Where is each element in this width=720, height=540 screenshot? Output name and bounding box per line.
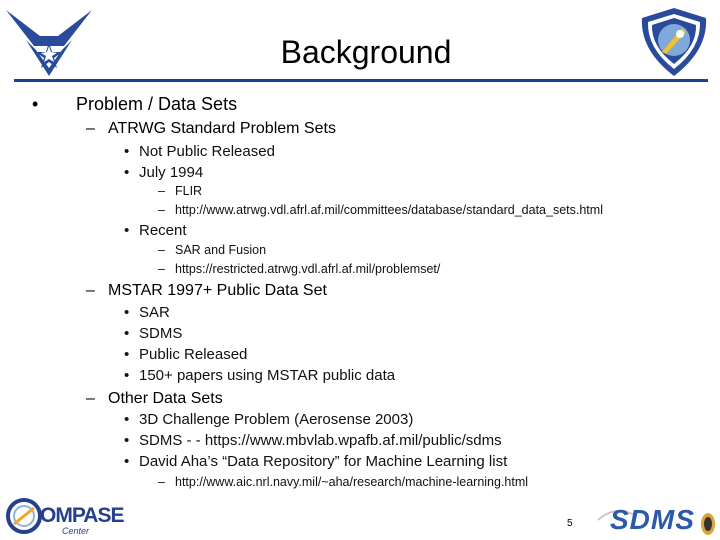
- mstar-heading: [86, 282, 327, 300]
- atrwg-heading: [86, 120, 336, 138]
- title-rule: [14, 79, 708, 82]
- mstar-item: [124, 304, 170, 321]
- july-sub-item: [158, 184, 203, 198]
- slide-title: Background: [280, 34, 452, 70]
- item-text: July 1994: [139, 164, 204, 181]
- item-text: SAR: [139, 304, 170, 321]
- dash-icon: –: [86, 390, 95, 407]
- other-sub-item[interactable]: [158, 475, 529, 489]
- recent-sub-item[interactable]: [158, 262, 441, 276]
- sdms-logo: [596, 500, 718, 538]
- bullet-dot-icon: •: [124, 367, 130, 384]
- item-text: SDMS: [139, 325, 183, 342]
- bullet-dot-icon: •: [124, 143, 130, 160]
- bullet-dot-icon: •: [124, 411, 130, 428]
- mstar-item: [124, 367, 396, 384]
- atrwg-link[interactable]: http://www.atrwg.vdl.afrl.af.mil/committees/database/standard_data_sets.html: [175, 203, 603, 217]
- bullet-dot-icon: •: [32, 94, 39, 114]
- compase-logo: [4, 494, 124, 538]
- compase-wordmark: OMPASE: [40, 504, 124, 527]
- sub-text: SAR and Fusion: [175, 243, 267, 257]
- atrwg-item: [124, 143, 275, 160]
- bullet-dot-icon: •: [124, 325, 130, 342]
- item-text: Public Released: [139, 346, 248, 363]
- heading-text: MSTAR 1997+ Public Data Set: [108, 282, 327, 299]
- other-item: [124, 453, 508, 470]
- other-item: [124, 411, 414, 428]
- other-item[interactable]: [124, 432, 502, 449]
- dash-icon: –: [86, 282, 95, 299]
- item-text: David Aha’s “Data Repository” for Machine Learning list: [139, 453, 508, 470]
- bullet-dot-icon: •: [124, 304, 130, 321]
- mstar-item: [124, 346, 248, 363]
- aha-link[interactable]: http://www.aic.nrl.navy.mil/~aha/research/machine-learning.html: [175, 475, 529, 489]
- item-text: Not Public Released: [139, 143, 275, 160]
- bullet-text: Problem / Data Sets: [76, 94, 238, 114]
- bullet-dot-icon: •: [124, 432, 130, 449]
- dash-icon: –: [158, 262, 165, 276]
- sdms-link[interactable]: SDMS - - https://www.mbvlab.wpafb.af.mil/public/sdms: [139, 432, 502, 449]
- compase-center-label: Center: [62, 526, 90, 536]
- other-heading: [86, 390, 223, 408]
- bullet-dot-icon: •: [124, 222, 130, 239]
- dash-icon: –: [158, 475, 165, 489]
- recent-sub-item: [158, 243, 267, 257]
- july-sub-item[interactable]: [158, 203, 603, 217]
- bullet-dot-icon: •: [124, 346, 130, 363]
- sub-text: FLIR: [175, 184, 203, 198]
- page-number: 5: [567, 518, 573, 529]
- atrwg-item: [124, 164, 204, 181]
- bullet-dot-icon: •: [124, 164, 130, 181]
- item-text: 3D Challenge Problem (Aerosense 2003): [139, 411, 414, 428]
- dash-icon: –: [158, 184, 165, 198]
- problemset-link[interactable]: https://restricted.atrwg.vdl.afrl.af.mil/problemset/: [175, 262, 441, 276]
- dash-icon: –: [158, 243, 165, 257]
- dash-icon: –: [158, 203, 165, 217]
- sdms-wordmark: SDMS: [610, 504, 695, 535]
- recent-item: [124, 222, 187, 239]
- bullet-dot-icon: •: [124, 453, 130, 470]
- item-text: Recent: [139, 222, 187, 239]
- heading-text: Other Data Sets: [108, 390, 223, 407]
- heading-text: ATRWG Standard Problem Sets: [108, 120, 336, 137]
- dash-icon: –: [86, 120, 95, 137]
- item-text: 150+ papers using MSTAR public data: [139, 367, 396, 384]
- mstar-item: [124, 325, 183, 342]
